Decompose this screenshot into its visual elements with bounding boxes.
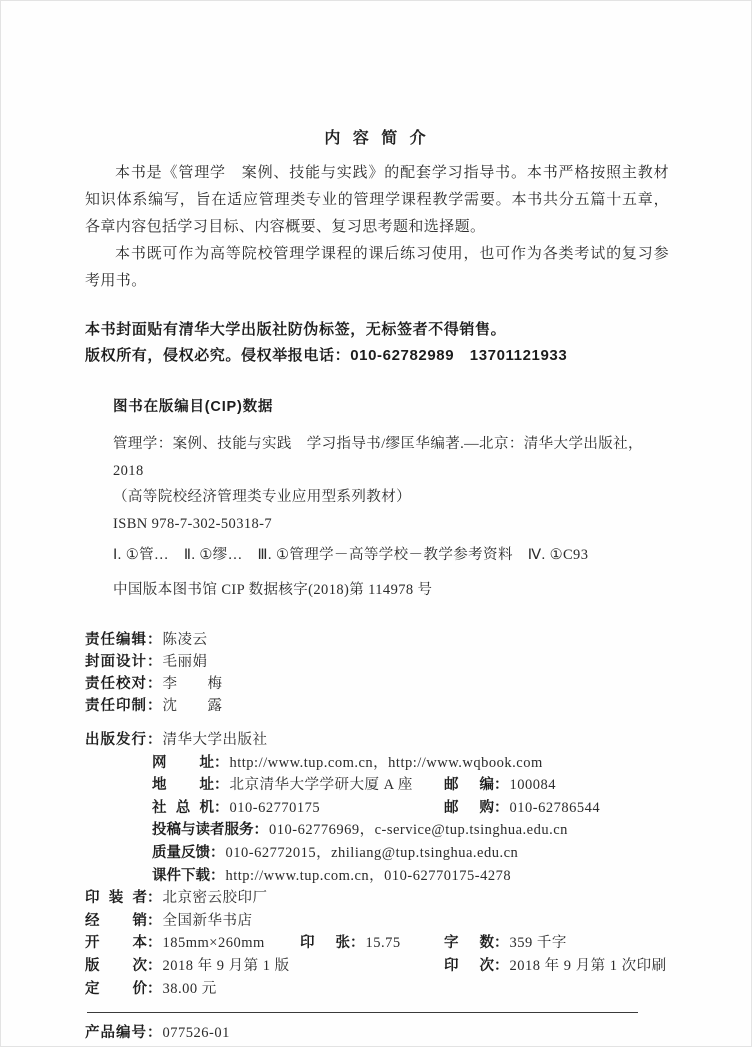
colon: ： xyxy=(494,935,510,952)
impression-value: 2018 年 9 月第 1 次印刷 xyxy=(509,957,667,974)
anti-piracy-notice xyxy=(85,317,669,369)
mail-order-value: 010-62786544 xyxy=(509,799,601,816)
quality-feedback-value: 010-62772015，zhiliang@tup.tsinghua.edu.cn xyxy=(225,844,519,861)
word-count-column xyxy=(444,932,567,955)
price-label: 定价 xyxy=(85,980,147,997)
printer-label: 印装者 xyxy=(85,890,147,907)
reader-service-label: 投稿与读者服务 xyxy=(152,822,254,839)
credit-value: 陈凌云 xyxy=(162,632,208,648)
cip-record-number: 中国版本图书馆 CIP 数据核字(2018)第 114978 号 xyxy=(113,581,433,598)
switchboard-value: 010-62770175 xyxy=(229,799,321,816)
sheets-column xyxy=(300,932,401,955)
intro-section xyxy=(85,125,669,295)
credit-label: 责任印制 xyxy=(85,698,147,714)
courseware-download-value: http://www.tup.com.cn，010-62770175-4278 xyxy=(225,867,512,884)
cip-title-line: 管理学：案例、技能与实践 学习指导书/缪匡华编著.—北京：清华大学出版社，2018 xyxy=(113,436,643,479)
colon: ： xyxy=(147,632,163,648)
publisher-value: 清华大学出版社 xyxy=(162,732,268,748)
switchboard-label: 社总机 xyxy=(152,799,214,816)
colon: ： xyxy=(210,844,226,861)
postcode-column xyxy=(444,774,556,797)
credit-value: 李 梅 xyxy=(162,676,223,692)
website-value: http://www.tup.com.cn，http://www.wqbook.com xyxy=(229,754,543,771)
word-count-label: 字数 xyxy=(444,935,494,952)
distributor-value: 全国新华书店 xyxy=(162,912,253,929)
sheets-value: 15.75 xyxy=(365,935,401,952)
colon: ： xyxy=(147,912,163,929)
website-label: 网址 xyxy=(152,754,214,771)
mail-order-label: 邮购 xyxy=(444,799,494,816)
credit-label: 责任校对 xyxy=(85,676,147,692)
credit-row-editor xyxy=(85,629,669,651)
printing-section xyxy=(85,887,669,1000)
colon: ： xyxy=(147,654,163,670)
address-label: 地址 xyxy=(152,777,214,794)
printer-value: 北京密云胶印厂 xyxy=(162,890,268,907)
intro-title: 内 容 简 介 xyxy=(324,130,430,147)
colon: ： xyxy=(147,935,163,952)
colon: ： xyxy=(147,1025,163,1042)
switchboard-row xyxy=(85,797,669,820)
publisher-row xyxy=(85,729,669,752)
cip-heading: 图书在版编目(CIP)数据 xyxy=(113,399,274,415)
cip-series-line: （高等院校经济管理类专业应用型系列教材） xyxy=(113,489,411,505)
courseware-download-row xyxy=(85,865,669,888)
postcode-value: 100084 xyxy=(509,777,556,794)
notice-line-2: 版权所有，侵权必究。侵权举报电话：010-62782989 13701121933 xyxy=(85,347,568,364)
credits-section xyxy=(85,629,669,717)
credit-value: 毛丽娟 xyxy=(162,654,208,670)
sheets-label: 印张 xyxy=(300,935,350,952)
edition-value: 2018 年 9 月第 1 版 xyxy=(162,957,290,974)
website-row xyxy=(85,752,669,775)
price-row xyxy=(85,978,669,1001)
postcode-label: 邮编 xyxy=(444,777,494,794)
colon: ： xyxy=(350,935,366,952)
colon: ： xyxy=(147,980,163,997)
colon: ： xyxy=(494,777,510,794)
product-number-value: 077526-01 xyxy=(162,1025,230,1042)
colon: ： xyxy=(147,698,163,714)
quality-feedback-row xyxy=(85,842,669,865)
page-content xyxy=(85,1,669,1044)
distributor-label: 经销 xyxy=(85,912,147,929)
colon: ： xyxy=(214,777,230,794)
edition-label: 版次 xyxy=(85,957,147,974)
format-row xyxy=(85,932,669,955)
colon: ： xyxy=(214,799,230,816)
intro-paragraph-2: 本书既可作为高等院校管理学课程的课后练习使用，也可作为各类考试的复习参考用书。 xyxy=(85,246,669,289)
reader-service-value: 010-62776969，c-service@tup.tsinghua.edu.cn xyxy=(269,822,568,839)
publication-section xyxy=(85,729,669,887)
reader-service-row xyxy=(85,819,669,842)
mail-order-column xyxy=(444,797,600,820)
edition-row xyxy=(85,955,669,978)
footer-divider xyxy=(87,1012,638,1013)
credit-row-proofreader xyxy=(85,673,669,695)
address-row xyxy=(85,774,669,797)
credit-row-print-supervisor xyxy=(85,695,669,717)
credit-value: 沈 露 xyxy=(162,698,223,714)
colon: ： xyxy=(147,676,163,692)
credit-row-cover-design xyxy=(85,651,669,673)
quality-feedback-label: 质量反馈 xyxy=(152,844,210,861)
product-number-row xyxy=(85,1022,669,1044)
publisher-label: 出版发行 xyxy=(85,732,147,748)
impression-column xyxy=(444,955,667,978)
cip-classification-line: Ⅰ. ①管… Ⅱ. ①缪… Ⅲ. ①管理学－高等学校－教学参考资料 Ⅳ. ①C93 xyxy=(113,547,589,563)
cip-isbn: ISBN 978-7-302-50318-7 xyxy=(113,515,273,532)
colon: ： xyxy=(253,822,269,839)
format-label: 开本 xyxy=(85,935,147,952)
word-count-value: 359 千字 xyxy=(509,935,567,952)
format-value: 185mm×260mm xyxy=(162,935,265,952)
courseware-download-label: 课件下载 xyxy=(152,867,210,884)
notice-line-1: 本书封面贴有清华大学出版社防伪标签，无标签者不得销售。 xyxy=(85,321,507,338)
colon: ： xyxy=(210,867,226,884)
printer-row xyxy=(85,887,669,910)
colon: ： xyxy=(494,799,510,816)
price-value: 38.00 元 xyxy=(162,980,217,997)
product-number-label: 产品编号 xyxy=(85,1025,147,1042)
address-value: 北京清华大学学研大厦 A 座 xyxy=(229,777,413,794)
colon: ： xyxy=(147,890,163,907)
intro-paragraph-1: 本书是《管理学 案例、技能与实践》的配套学习指导书。本书严格按照主教材知识体系编写，旨在适应管理类专业的管理学课程教学需要。本书共分五篇十五章，各章内容包括学习目标、内容概要、复习思考题和选择题。 xyxy=(85,165,669,235)
colon: ： xyxy=(147,957,163,974)
cip-block xyxy=(85,431,669,603)
colon: ： xyxy=(147,732,163,748)
colon: ： xyxy=(494,957,510,974)
credit-label: 封面设计 xyxy=(85,654,147,670)
colon: ： xyxy=(214,754,230,771)
credit-label: 责任编辑 xyxy=(85,632,147,648)
impression-label: 印次 xyxy=(444,957,494,974)
distributor-row xyxy=(85,910,669,933)
